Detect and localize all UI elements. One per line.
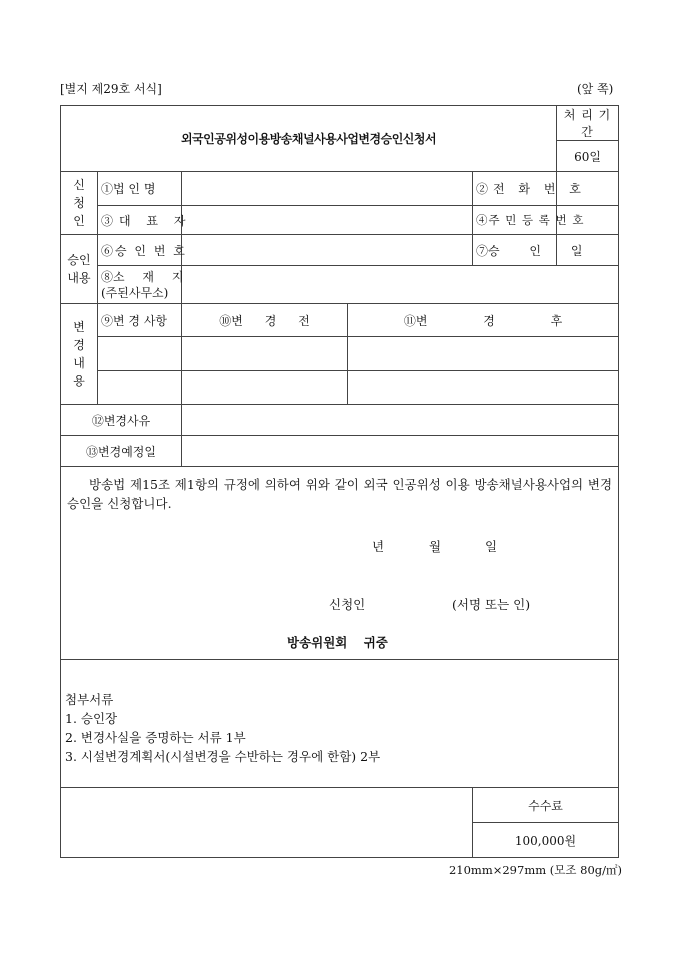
- statement-text: 방송법 제15조 제1항의 규정에 의하여 위와 같이 외국 인공위성 이용 방송채널사용사업의 변경승인을 신청합니다.: [67, 477, 613, 511]
- representative-field[interactable]: [182, 206, 473, 235]
- signature-note: (서명 또는 인): [452, 597, 531, 612]
- change-item-header: ⑨변 경 사항: [98, 304, 182, 337]
- attachment-item: 1. 승인장: [65, 711, 118, 726]
- before-change-header: ⑩변 경 전: [182, 304, 348, 337]
- processing-period-value: 60일: [557, 141, 619, 172]
- date-day: 일: [485, 539, 498, 554]
- change-date-label: ⑬변경예정일: [61, 436, 182, 467]
- changes-section-label: 변 경 내 용: [61, 304, 98, 405]
- fee-stamp-area: [61, 788, 473, 858]
- change-reason-label: ⑫변경사유: [61, 405, 182, 436]
- form-reference: [별지 제29호 서식]: [60, 82, 162, 96]
- applicant-section-label: 신 청 인: [61, 172, 98, 235]
- application-form: [60, 105, 619, 858]
- location-label: ⑧소 재 지 (주된사무소): [98, 266, 182, 304]
- change-reason-field[interactable]: [182, 405, 619, 436]
- corp-name-label: ①법 인 명: [98, 172, 182, 206]
- before-change-field-2[interactable]: [182, 371, 348, 405]
- statement-block: [61, 467, 619, 660]
- date-month: 월: [429, 539, 442, 554]
- representative-label: ③대 표 자: [98, 206, 182, 235]
- attachments-title: 첨부서류: [65, 692, 114, 707]
- attachment-item: 3. 시설변경계획서(시설변경을 수반하는 경우에 한함) 2부: [65, 749, 381, 764]
- fee-value: 100,000원: [473, 823, 619, 858]
- phone-label: ②전 화 번 호: [473, 172, 557, 206]
- approval-date-label: ⑦승 인 일: [473, 235, 557, 266]
- approval-no-field[interactable]: [182, 235, 473, 266]
- change-item-field-2[interactable]: [98, 371, 182, 405]
- corp-name-field[interactable]: [182, 172, 473, 206]
- recipient: 방송위원회 귀중: [287, 635, 388, 650]
- change-date-field[interactable]: [182, 436, 619, 467]
- location-field[interactable]: [182, 266, 619, 304]
- before-change-field-1[interactable]: [182, 337, 348, 371]
- resident-no-label: ④주 민 등 록 번 호: [473, 206, 557, 235]
- fee-label: 수수료: [473, 788, 619, 823]
- document-title: 외국인공위성이용방송채널사용사업변경승인신청서: [61, 106, 557, 172]
- processing-period-label: 처 리 기 간: [557, 106, 619, 141]
- signer-label: 신청인: [329, 597, 366, 612]
- date-year: 년: [372, 539, 385, 554]
- paper-spec: 210mm×297mm (모조 80g/㎡): [448, 863, 622, 877]
- attachment-item: 2. 변경사실을 증명하는 서류 1부: [65, 730, 246, 745]
- attachments-block: [61, 660, 619, 788]
- approval-section-label: 승인 내용: [61, 235, 98, 304]
- change-item-field-1[interactable]: [98, 337, 182, 371]
- after-change-field-1[interactable]: [348, 337, 619, 371]
- after-change-header: ⑪변 경 후: [348, 304, 619, 337]
- page-side-label: (앞 쪽): [577, 82, 614, 96]
- after-change-field-2[interactable]: [348, 371, 619, 405]
- approval-no-label: ⑥승 인 번 호: [98, 235, 182, 266]
